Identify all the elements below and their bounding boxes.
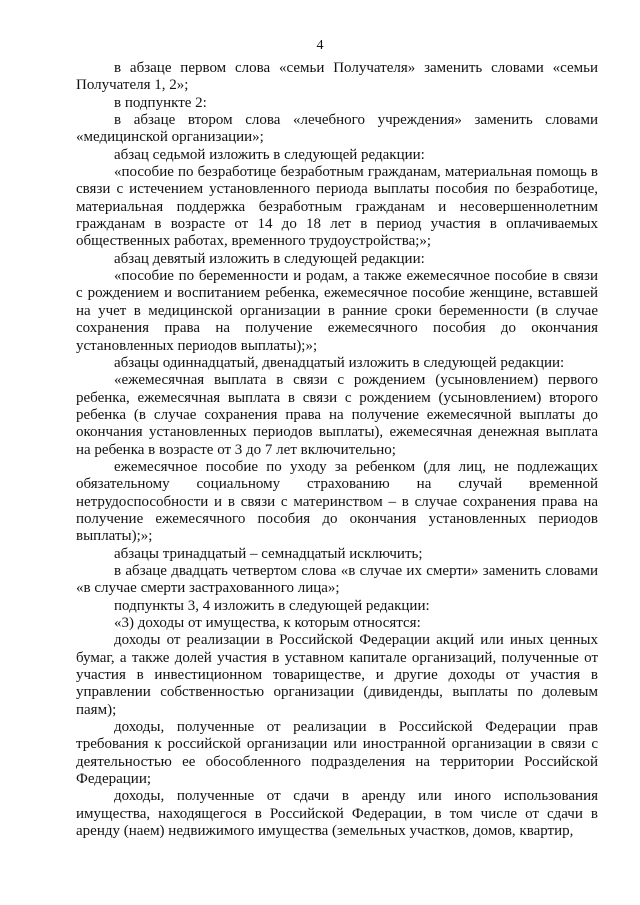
paragraph: в подпункте 2: bbox=[114, 94, 207, 111]
paragraph: в абзаце первом слова «семьи Получателя» заменить словами «семьи Получателя 1, 2»; bbox=[76, 60, 598, 94]
paragraph: абзацы одиннадцатый, двенадцатый изложить в следующей редакции: bbox=[114, 354, 565, 371]
paragraph: «3) доходы от имущества, к которым относятся: bbox=[114, 615, 421, 631]
page-number: 4 bbox=[316, 38, 324, 53]
paragraph: доходы, полученные от сдачи в аренду или иного использования имущества, находящегося в Российской Федерации, в том числе от сдачи в аренду (наем) недвижимого имущества (земельных участков, домов, квартир, bbox=[76, 788, 598, 840]
paragraph: подпункты 3, 4 изложить в следующей редакции: bbox=[114, 597, 430, 614]
paragraph: абзац девятый изложить в следующей редакции: bbox=[114, 250, 425, 267]
paragraph: в абзаце двадцать четвертом слова «в случае их смерти» заменить словами «в случае смерти застрахованного лица»; bbox=[76, 562, 598, 597]
paragraph: доходы от реализации в Российской Федерации акций или иных ценных бумаг, а также долей участия в уставном капитале организаций, полученные от участия в инвестиционном товариществе, и другие доходы от участия в управлении собственностью организации (дивиденды, выплаты по долевым паям); bbox=[76, 632, 598, 718]
paragraph: абзацы тринадцатый – семнадцатый исключить; bbox=[114, 545, 423, 562]
paragraph: доходы, полученные от реализации в Российской Федерации прав требования к российской организации или иностранной организации в связи с деятельностью ее обособленного подразделения на территории Российской Федерации; bbox=[76, 719, 598, 788]
paragraph: абзац седьмой изложить в следующей редакции: bbox=[114, 146, 425, 163]
document-body bbox=[76, 60, 598, 840]
paragraph: ежемесячное пособие по уходу за ребенком (для лиц, не подлежащих обязательному социальному страхованию на случай временной нетрудоспособности и в связи с материнством – в случае сохранения права на получение ежемесячного пособия до окончания установленных периодов выплаты);»; bbox=[76, 458, 598, 545]
paragraph: «пособие по беременности и родам, а также ежемесячное пособие в связи с рождением и воспитанием ребенка, ежемесячное пособие женщине, вставшей на учет в медицинской организации в ранние сроки беременности (в случае сохранения права на получение ежемесячного пособия до окончания установленных периодов выплаты);»; bbox=[76, 268, 598, 354]
paragraph: «ежемесячная выплата в связи с рождением (усыновлением) первого ребенка, ежемесячная выплата в связи с рождением (усыновлением) второго ребенка (в случае сохранения права на получение ежемесячной выплаты до окончания установленных периодов выплаты), ежемесячная денежная выплата на ребенка в возрасте от 3 до 7 лет включительно; bbox=[76, 372, 598, 458]
paragraph: «пособие по безработице безработным гражданам, материальная помощь в связи с истечением установленного периода выплаты пособия по безработице, материальная поддержка безработным гражданам и несовершеннолетним гражданам в возрасте от 14 до 18 лет в период участия в оплачиваемых общественных работах, временного трудоустройства;»; bbox=[76, 164, 598, 250]
paragraph: в абзаце втором слова «лечебного учреждения» заменить словами «медицинской организации»; bbox=[76, 112, 598, 146]
